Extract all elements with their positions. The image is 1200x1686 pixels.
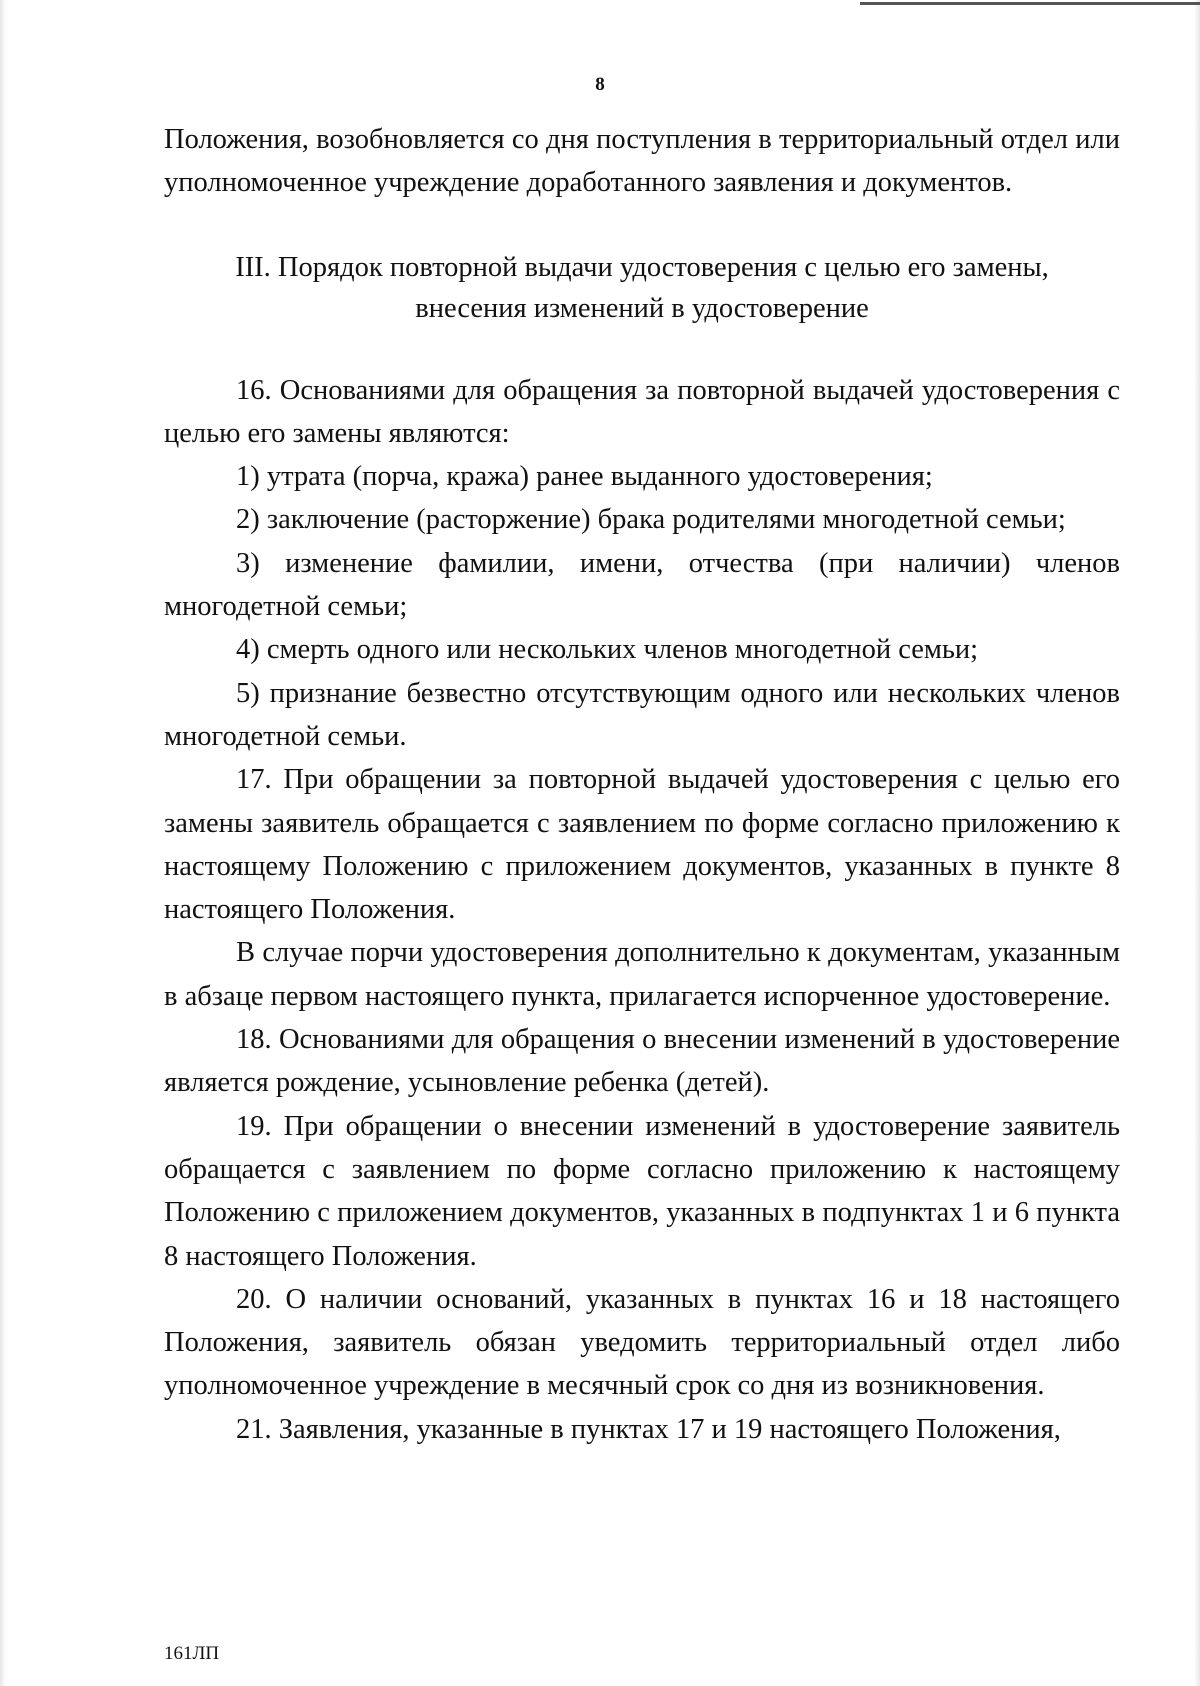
paragraph-16: 16. Основаниями для обращения за повторной выдачей удостоверения с целью его замены являются: [164, 374, 1120, 449]
page-number: 8 [595, 74, 605, 95]
section-heading-line-2: внесения изменений в удостоверение [415, 292, 869, 324]
paragraph-17-second: В случае порчи удостоверения дополнительно к документам, указанным в абзаце первом настоящего пункта, прилагается испорченное удостоверение. [164, 937, 1120, 1012]
paragraph-20: 20. О наличии оснований, указанных в пунктах 16 и 18 настоящего Положения, заявитель обязан уведомить территориальный отдел либо уполномоченное учреждение в месячный срок со дня из возникновения. [164, 1283, 1120, 1402]
paragraph-17: 17. При обращении за повторной выдачей удостоверения с целью его замены заявитель обращается с заявлением по форме согласно приложению к настоящему Положению с приложением документов, указанных в пункте 8 настоящего Положения. [164, 764, 1120, 926]
footer-document-code: 161ЛП [164, 1643, 220, 1664]
list-item-1: 1) утрата (порча, кража) ранее выданного удостоверения; [236, 461, 933, 493]
paragraph-19: 19. При обращении о внесении изменений в удостоверение заявитель обращается с заявлением по форме согласно приложению к настоящему Положению с приложением документов, указанных в подпунктах 1 и 6 пункта 8 настоящего Положения. [164, 1110, 1120, 1272]
section-heading-line-1: III. Порядок повторной выдачи удостоверения с целью его замены, [235, 251, 1049, 283]
list-item-2: 2) заключение (расторжение) брака родителями многодетной семьи; [236, 504, 1066, 536]
paragraph-continuation: Положения, возобновляется со дня поступления в территориальный отдел или уполномоченное учреждение доработанного заявления и документов. [164, 124, 1120, 199]
list-item-5: 5) признание безвестно отсутствующим одного или нескольких членов многодетной семьи. [164, 677, 1120, 752]
list-item-3: 3) изменение фамилии, имени, отчества (при наличии) членов многодетной семьи; [164, 547, 1120, 623]
section-heading [164, 247, 1120, 329]
scan-top-rule [860, 2, 1200, 5]
scan-edge-right [1194, 0, 1200, 1686]
scan-edge-left [0, 0, 8, 1686]
paragraph-21: 21. Заявления, указанные в пунктах 17 и 19 настоящего Положения, [236, 1413, 1061, 1445]
list-item-4: 4) смерть одного или нескольких членов многодетной семьи; [236, 634, 979, 666]
paragraph-18: 18. Основаниями для обращения о внесении изменений в удостоверение является рождение, усыновление ребенка (детей). [164, 1024, 1120, 1099]
document-body [164, 118, 1120, 1451]
